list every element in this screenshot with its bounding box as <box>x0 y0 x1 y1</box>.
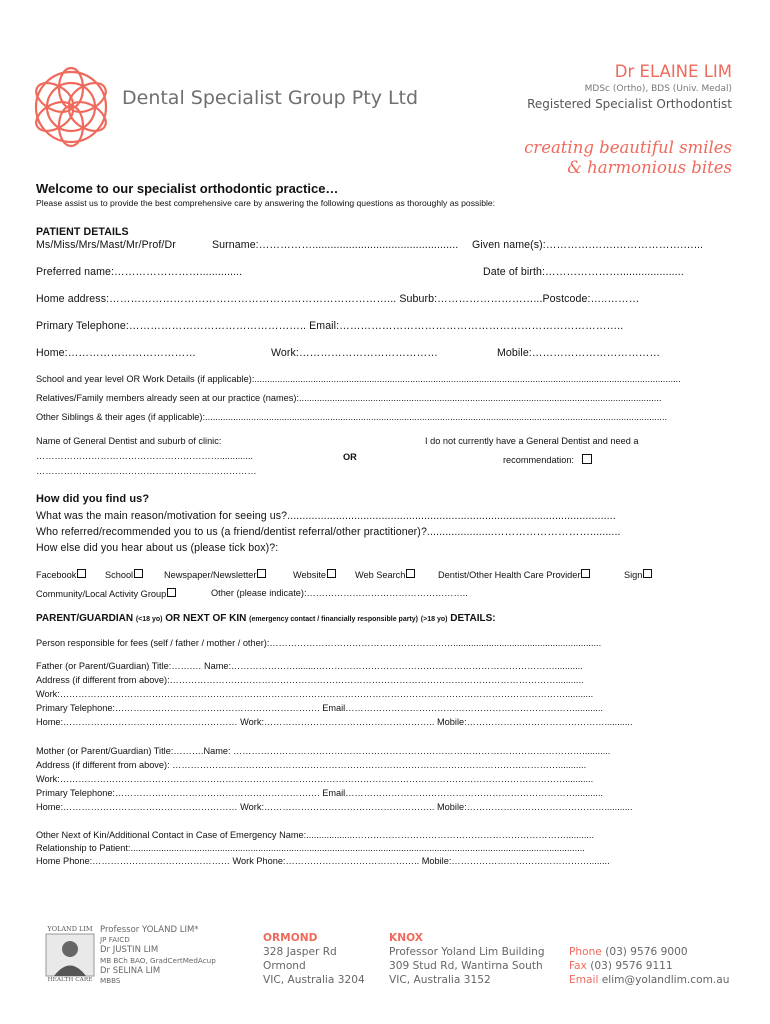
patient-details-heading: PATIENT DETAILS <box>36 226 129 238</box>
email-label: Email <box>569 974 599 986</box>
option-website[interactable] <box>293 569 336 580</box>
ormond-heading: ORMOND <box>263 932 318 944</box>
mother-home-work-mobile-field[interactable]: Home:………………………………………………… Work:……………………………………………….. Mobile:………………………………………........... <box>36 802 633 812</box>
knox-line1: Professor Yoland Lim Building <box>389 946 545 958</box>
logo-bottom-text: HEALTH CARE <box>47 977 93 983</box>
work-phone-field[interactable]: Work:………………………………… <box>271 347 438 359</box>
guardian-heading-note: (emergency contact / financially responsible party) <box>249 616 419 623</box>
knox-address <box>389 931 545 987</box>
or-label: OR <box>343 452 357 462</box>
facebook-checkbox[interactable] <box>77 569 86 578</box>
justin-quals: MB BCh BAO, GradCertMedAcup <box>100 955 216 965</box>
option-school-label: School <box>105 570 134 580</box>
company-logo <box>30 66 112 148</box>
given-names-field[interactable]: Given name(s):………….…….……………….…... <box>472 239 704 251</box>
option-dentist-label: Dentist/Other Health Care Provider <box>438 570 581 580</box>
father-address-field[interactable]: Address (if different from above):………………………………………………………………………………………………………………........... <box>36 675 584 685</box>
phone-line <box>569 945 730 959</box>
general-dentist-line1[interactable]: ……………………………………………………............. <box>36 451 253 461</box>
option-web-search-label: Web Search <box>355 570 406 580</box>
fax-label: Fax <box>569 960 587 972</box>
no-dentist-text: I do not currently have a General Dentist and need a <box>425 436 639 446</box>
father-telephone-email-field[interactable]: Primary Telephone:…………………………………………………………. Email…………………………………………………………………........... <box>36 703 603 713</box>
phone-label: Phone <box>569 946 602 958</box>
web-search-checkbox[interactable] <box>406 569 415 578</box>
recommendation-option[interactable] <box>503 454 592 465</box>
tagline-line1: creating beautiful smiles <box>524 138 732 157</box>
tagline-line2: & harmonious bites <box>567 158 732 177</box>
option-sign-label: Sign <box>624 570 643 580</box>
date-of-birth-field[interactable]: Date of birth:…………………..................... <box>483 266 684 278</box>
prof-name: Professor YOLAND LIM* <box>100 925 199 935</box>
dentist-checkbox[interactable] <box>581 569 590 578</box>
intro-subtitle: Please assist us to provide the best comprehensive care by answering the following questions as thoroughly as possible: <box>36 198 496 208</box>
community-checkbox[interactable] <box>167 588 176 597</box>
hear-about-label: How else did you hear about us (please tick box)?: <box>36 542 279 554</box>
school-checkbox[interactable] <box>134 569 143 578</box>
health-care-logo <box>44 925 96 985</box>
doctor-name: Dr ELAINE LIM <box>614 62 732 81</box>
option-newspaper[interactable] <box>164 569 266 580</box>
relatives-field[interactable]: Relatives/Family members already seen at our practice (names):.............................................................................................................................................. <box>36 393 662 403</box>
fees-responsible-field[interactable]: Person responsible for fees (self / father / mother / other):…………………………………………………….......................................................... <box>36 638 602 648</box>
sign-checkbox[interactable] <box>643 569 652 578</box>
doctor-qualifications: MDSc (Ortho), BDS (Univ. Medal) <box>584 84 732 94</box>
portrait-image <box>44 933 96 977</box>
find-us-heading: How did you find us? <box>36 493 150 505</box>
newspaper-checkbox[interactable] <box>257 569 266 578</box>
ormond-line3: VIC, Australia 3204 <box>263 974 365 986</box>
option-community-label: Community/Local Activity Group <box>36 589 167 599</box>
kin-phones-field[interactable]: Home Phone:……………………………………… Work Phone:…………………………………….. Mobile:………………………………………........ <box>36 856 610 866</box>
option-facebook[interactable] <box>36 569 86 580</box>
phone-value: (03) 9576 9000 <box>601 946 688 958</box>
father-home-work-mobile-field[interactable]: Home:………………………………………………… Work:……………………………………………….. Mobile:………………………………………........... <box>36 717 633 727</box>
selina-name: Dr SELINA LIM <box>100 965 161 976</box>
option-facebook-label: Facebook <box>36 570 77 580</box>
option-school[interactable] <box>105 569 143 580</box>
recommendation-checkbox[interactable] <box>582 454 592 464</box>
email-value[interactable]: elim@yolandlim.com.au <box>598 974 730 986</box>
school-work-field[interactable]: School and year level OR Work Details (if applicable):....................................................................................................................................................................... <box>36 374 681 384</box>
ormond-address <box>263 931 365 987</box>
knox-line3: VIC, Australia 3152 <box>389 974 491 986</box>
mother-work-field[interactable]: Work:…………………………………………………………………………………………………………………………………………………........... <box>36 774 594 784</box>
prof-quals: JP FAICD <box>100 935 130 945</box>
ormond-line1: 328 Jasper Rd <box>263 946 337 958</box>
option-web-search[interactable] <box>355 569 415 580</box>
website-checkbox[interactable] <box>327 569 336 578</box>
mobile-field[interactable]: Mobile:……………………………… <box>497 347 661 359</box>
fax-line <box>569 959 730 973</box>
kin-relationship-field[interactable]: Relationship to Patient:.................................................................................................................................................................................. <box>36 843 585 853</box>
reason-field[interactable]: What was the main reason/motivation for seeing us?............................................................................................................ <box>36 510 616 522</box>
fax-value: (03) 9576 9111 <box>586 960 673 972</box>
mother-title-name-field[interactable]: Mother (or Parent/Guardian) Title:……….Name: ……………………………………………………………………………………………………........... <box>36 746 611 756</box>
practitioners-list <box>100 925 216 986</box>
recommendation-label: recommendation: <box>503 455 574 465</box>
guardian-heading-part2: OR NEXT OF KIN <box>165 613 247 624</box>
option-newspaper-label: Newspaper/Newsletter <box>164 570 257 580</box>
selina-quals: MBBS <box>100 976 121 986</box>
preferred-name-field[interactable]: Preferred name:…………………….............. <box>36 266 243 278</box>
doctor-role: Registered Specialist Orthodontist <box>527 97 732 111</box>
guardian-heading-age-under: (<18 yo) <box>135 616 163 623</box>
knox-line2: 309 Stud Rd, Wantirna South <box>389 960 543 972</box>
general-dentist-label: Name of General Dentist and suburb of clinic: <box>36 436 222 446</box>
email-line[interactable] <box>569 973 730 987</box>
home-phone-field[interactable]: Home:……………………………… <box>36 347 197 359</box>
father-work-field[interactable]: Work:…………………………………………………………………………………………………………………………………………………........... <box>36 689 594 699</box>
company-name: Dental Specialist Group Pty Ltd <box>122 87 419 109</box>
siblings-field[interactable]: Other Siblings & their ages (if applicable):..................................................................................................................................................................................... <box>36 412 668 422</box>
mother-address-field[interactable]: Address (if different from above): ………………………………………………………………………………………………………………........... <box>36 760 587 770</box>
title-options[interactable]: Ms/Miss/Mrs/Mast/Mr/Prof/Dr <box>36 239 176 251</box>
intro-title: Welcome to our specialist orthodontic practice… <box>36 181 339 196</box>
option-website-label: Website <box>293 570 327 580</box>
option-dentist[interactable] <box>438 569 590 580</box>
surname-field[interactable]: Surname:……………................................................ <box>212 239 459 251</box>
referral-field[interactable]: Who referred/recommended you to us (a friend/dentist referral/other practitioner)?......................……………………….......... <box>36 526 621 538</box>
knox-heading: KNOX <box>389 932 423 944</box>
primary-telephone-field[interactable]: Primary Telephone:………………………………………….. Email:…………………………………………………………………….. <box>36 320 624 332</box>
contact-details <box>569 945 730 987</box>
guardian-heading-age-over: (>18 yo) <box>420 616 448 623</box>
general-dentist-line2[interactable]: ……………………………………………………………… <box>36 466 257 476</box>
guardian-heading-part1: PARENT/GUARDIAN <box>36 613 134 624</box>
justin-name: Dr JUSTIN LIM <box>100 945 159 956</box>
guardian-heading-part3: DETAILS: <box>450 613 496 624</box>
option-community[interactable] <box>36 588 176 599</box>
mother-telephone-email-field[interactable]: Primary Telephone:…………………………………………………………. Email…………………………………………………………………........... <box>36 788 603 798</box>
father-title-name-field[interactable]: Father (or Parent/Guardian) Title:…….… Name:…………………........……………………………………………………………………........... <box>36 661 583 671</box>
guardian-heading <box>36 613 496 624</box>
ormond-line2: Ormond <box>263 960 306 972</box>
home-address-field[interactable]: Home address:……………………………………………………………………... Suburb:………………………...Postcode:…..……… <box>36 293 640 305</box>
kin-name-field[interactable]: Other Next of Kin/Additional Contact in Case of Emergency Name:...................……………………………………………………………........... <box>36 830 595 840</box>
logo-top-text: YOLAND LIM <box>47 925 93 933</box>
other-source-field[interactable]: Other (please indicate):…………………………………………….. <box>211 588 468 598</box>
option-sign[interactable] <box>624 569 652 580</box>
